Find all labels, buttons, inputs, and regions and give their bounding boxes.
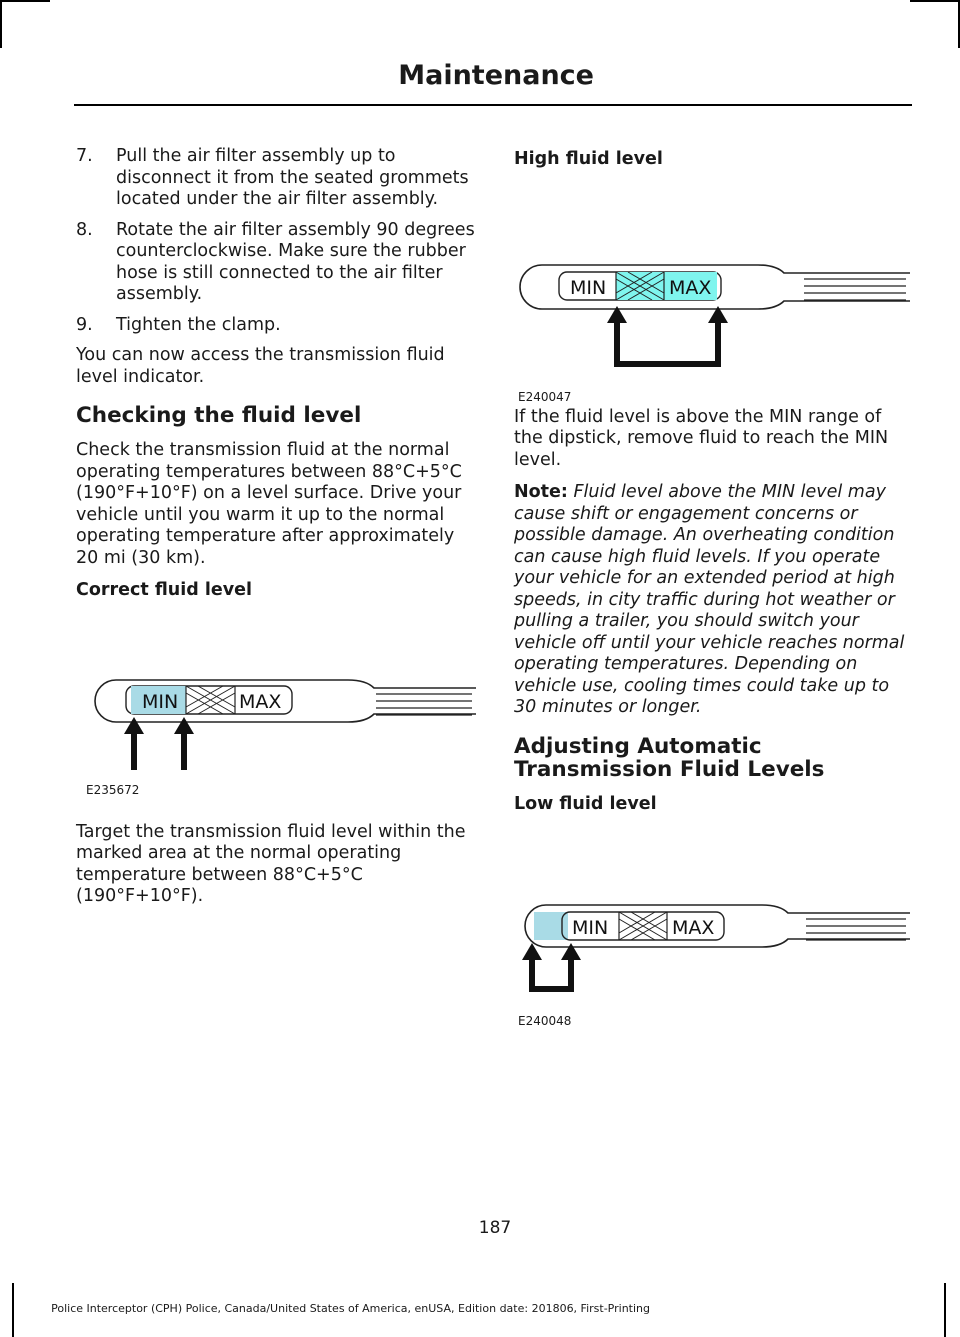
range-arrow-icon	[522, 943, 581, 992]
step-item	[76, 220, 476, 306]
right-column	[514, 146, 910, 1035]
high-fluid-paragraph: If the fluid level is above the MIN range of the dipstick, remove fluid to reach the MIN level.	[514, 406, 889, 470]
page-number: 187	[478, 1218, 512, 1238]
page-title: Maintenance	[398, 60, 594, 91]
step-text: Tighten the clamp.	[116, 314, 281, 335]
step-number: 7.	[76, 146, 93, 166]
min-label: MIN	[570, 276, 607, 299]
correct-dipstick-figure	[76, 602, 476, 822]
arrow-up-icon	[174, 717, 194, 770]
low-fluid-heading: Low fluid level	[514, 793, 657, 814]
checking-paragraph: Check the transmission fluid at the normal operating temperatures between 88°C+5°C (190°F+10°F) on a level surface. Drive your vehicle until you warm it up to the normal operating temperature after approximately 20 mi (30 km).	[76, 440, 462, 568]
step-item	[76, 315, 476, 337]
crop-mark	[0, 0, 2, 48]
crop-mark	[910, 0, 960, 2]
max-label: MAX	[672, 917, 715, 939]
max-label: MAX	[239, 690, 282, 713]
access-paragraph: You can now access the transmission fluid level indicator.	[76, 345, 445, 387]
left-column	[76, 146, 476, 919]
figure-code: E240047	[518, 389, 572, 404]
step-item	[76, 146, 476, 211]
checking-heading: Checking the fluid level	[76, 403, 362, 428]
high-dipstick-figure	[514, 171, 910, 407]
min-label: MIN	[142, 690, 179, 713]
dipstick-illustration	[76, 602, 476, 792]
crop-mark	[944, 1283, 946, 1337]
min-label: MIN	[572, 917, 609, 939]
step-number: 8.	[76, 219, 93, 240]
correct-fluid-heading: Correct fluid level	[76, 580, 253, 600]
footer-edition: Police Interceptor (CPH) Police, Canada/United States of America, enUSA, Edition date: 201806, First-Printing	[51, 1302, 650, 1315]
note-paragraph	[514, 482, 910, 719]
note-label: Note:	[514, 482, 568, 502]
step-text: Pull the air filter assembly up to disconnect it from the seated grommets located under the air filter assembly.	[116, 146, 469, 209]
low-dipstick-figure	[514, 815, 910, 1035]
figure-code: E235672	[86, 782, 140, 797]
crop-mark	[0, 0, 50, 2]
dipstick-illustration	[514, 815, 910, 1015]
header-divider	[74, 104, 912, 106]
note-text: Fluid level above the MIN level may cause shift or engagement concerns or possible damage. An overheating condition can cause high fluid levels. If you operate your vehicle for an extended period at high speeds, in city traffic during hot weather or pulling a trailer, you should switch your vehicle off until your vehicle reaches normal operating temperatures. Depending on vehicle use, cooling times could take up to 30 minutes or longer.	[514, 482, 905, 717]
figure-code: E240048	[518, 1014, 572, 1028]
step-number: 9.	[76, 314, 93, 335]
arrow-up-icon	[124, 717, 144, 770]
high-fluid-heading: High fluid level	[514, 149, 663, 169]
step-text: Rotate the air filter assembly 90 degrees counterclockwise. Make sure the rubber hose is still connected to the air filter assembly.	[116, 219, 475, 304]
range-arrow-icon	[607, 306, 728, 367]
max-label: MAX	[669, 276, 712, 299]
dipstick-illustration	[514, 171, 910, 381]
adjusting-heading: Adjusting Automatic Transmission Fluid Levels	[514, 733, 825, 782]
target-paragraph: Target the transmission fluid level within the marked area at the normal operating temperature between 88°C+5°C (190°F+10°F).	[76, 821, 466, 906]
